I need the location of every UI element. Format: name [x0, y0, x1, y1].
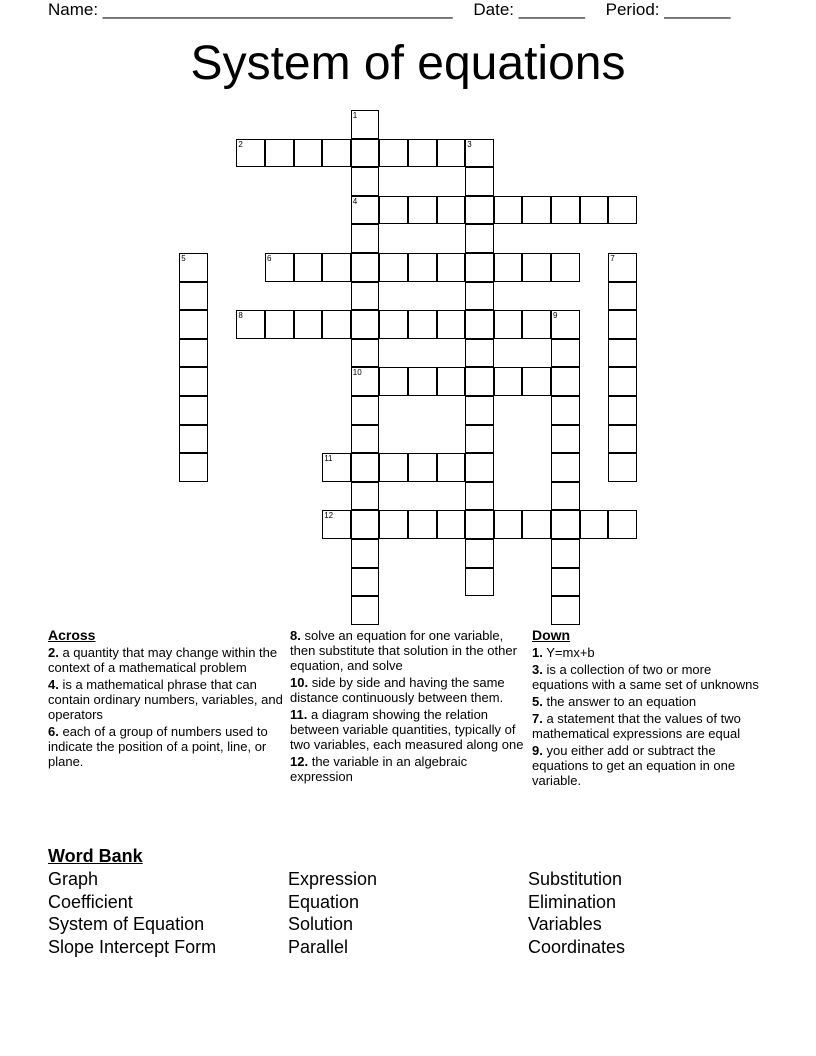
clue-number: 5.: [532, 694, 543, 709]
clue-text: is a mathematical phrase that can contain ordinary numbers, variables, and operators: [48, 677, 283, 722]
crossword-cell[interactable]: [408, 510, 437, 539]
crossword-cell[interactable]: [465, 196, 494, 225]
crossword-cell[interactable]: [465, 167, 494, 196]
clue-item: [532, 743, 768, 788]
crossword-cell[interactable]: [408, 139, 437, 168]
crossword-cell[interactable]: [179, 425, 208, 454]
crossword-cell[interactable]: [408, 310, 437, 339]
clue-number: 2: [238, 139, 243, 149]
clue-text: is a collection of two or more equations with a same set of unknowns: [532, 662, 759, 692]
clue-item: [532, 694, 768, 709]
word-bank-col-1: [48, 868, 216, 958]
clue-number: 6: [267, 254, 272, 263]
crossword-cell[interactable]: [608, 510, 637, 539]
clue-number: 7: [610, 254, 615, 263]
crossword-cell[interactable]: [465, 425, 494, 454]
crossword-cell[interactable]: [494, 367, 523, 396]
clue-number: 10: [352, 368, 362, 378]
crossword-cell[interactable]: [379, 453, 408, 482]
crossword-cell[interactable]: [179, 339, 208, 368]
crossword-cell[interactable]: [351, 596, 380, 625]
word-bank-item: System of Equation: [48, 914, 205, 935]
clue-number: 7.: [532, 711, 543, 726]
crossword-cell[interactable]: [351, 339, 380, 368]
word-bank-item: Coordinates: [528, 936, 626, 957]
crossword-cell[interactable]: [351, 453, 380, 482]
crossword-cell[interactable]: [179, 396, 208, 425]
crossword-cell[interactable]: [179, 253, 208, 282]
word-bank-item: Expression: [288, 869, 378, 889]
crossword-cell[interactable]: [236, 139, 265, 168]
crossword-cell[interactable]: [294, 253, 323, 282]
word-bank-item: Substitution: [528, 869, 623, 889]
crossword-cell[interactable]: [465, 224, 494, 253]
clue-text: Y=mx+b: [546, 645, 595, 660]
crossword-cell[interactable]: [465, 396, 494, 425]
name-field[interactable]: Name: _____________________________________: [48, 0, 453, 19]
crossword-cell[interactable]: [608, 367, 637, 396]
crossword-cell[interactable]: [465, 339, 494, 368]
crossword-cell[interactable]: [351, 224, 380, 253]
clue-number: 9: [553, 311, 558, 321]
crossword-cell[interactable]: [351, 396, 380, 425]
word-bank-item: Parallel: [288, 936, 349, 957]
crossword-cell[interactable]: [379, 253, 408, 282]
crossword-cell[interactable]: [608, 339, 637, 368]
clue-text: the answer to an equation: [546, 694, 697, 709]
crossword-cell[interactable]: [322, 453, 351, 482]
clue-number: 3: [467, 139, 472, 149]
crossword-cell[interactable]: [494, 196, 523, 225]
clue-item: [290, 707, 526, 752]
crossword-cell[interactable]: [551, 568, 580, 597]
crossword-cell[interactable]: [465, 139, 494, 168]
clue-number: 11: [324, 454, 333, 464]
crossword-cell[interactable]: [351, 482, 380, 511]
crossword-cell[interactable]: [351, 539, 380, 568]
crossword-cell[interactable]: [522, 310, 551, 339]
clue-text: you either add or subtract the equations to get an equation in one variable.: [532, 743, 736, 788]
crossword-cell[interactable]: [294, 310, 323, 339]
crossword-cell[interactable]: [608, 310, 637, 339]
crossword-cell[interactable]: [551, 425, 580, 454]
crossword-cell[interactable]: [351, 167, 380, 196]
crossword-cell[interactable]: [351, 425, 380, 454]
crossword-cell[interactable]: [551, 482, 580, 511]
crossword-cell[interactable]: [408, 253, 437, 282]
crossword-cell[interactable]: [437, 310, 466, 339]
crossword-cell[interactable]: [580, 196, 609, 225]
crossword-cell[interactable]: [551, 453, 580, 482]
word-bank-item: Coefficient: [48, 891, 133, 912]
clue-item: [48, 677, 284, 722]
clue-item: [48, 645, 284, 675]
crossword-cell[interactable]: [265, 253, 294, 282]
crossword-cell[interactable]: [551, 196, 580, 225]
crossword-cell[interactable]: [551, 396, 580, 425]
crossword-cell[interactable]: [179, 453, 208, 482]
crossword-cell[interactable]: [437, 367, 466, 396]
clue-text: each of a group of numbers used to indicate the position of a point, line, or plane.: [48, 724, 268, 769]
crossword-cell[interactable]: [322, 510, 351, 539]
crossword-cell[interactable]: [437, 196, 466, 225]
crossword-cell[interactable]: [465, 568, 494, 597]
clue-number: 11.: [290, 707, 308, 722]
down-heading: Down: [532, 627, 571, 643]
clue-number: 1: [352, 111, 358, 120]
crossword-cell[interactable]: [379, 310, 408, 339]
across-heading: Across: [48, 627, 96, 643]
crossword-cell[interactable]: [437, 453, 466, 482]
crossword-cell[interactable]: [608, 196, 637, 225]
crossword-cell[interactable]: [351, 568, 380, 597]
crossword-cell[interactable]: [294, 139, 323, 168]
crossword-cell[interactable]: [465, 367, 494, 396]
clue-text: a quantity that may change within the context of a mathematical problem: [48, 645, 278, 675]
crossword-cell[interactable]: [408, 453, 437, 482]
clue-text: a statement that the values of two mathematical expressions are equal: [532, 711, 741, 741]
word-bank-item: Variables: [528, 914, 602, 935]
crossword-cell[interactable]: [608, 453, 637, 482]
clue-item: [290, 628, 526, 673]
crossword-cell[interactable]: [522, 367, 551, 396]
word-bank-item: Elimination: [528, 891, 617, 912]
crossword-cell[interactable]: [494, 310, 523, 339]
clue-item: [532, 711, 768, 741]
crossword-cell[interactable]: [465, 253, 494, 282]
down-clues: [532, 628, 768, 790]
crossword-cell[interactable]: [437, 253, 466, 282]
clue-number: 4: [352, 196, 358, 206]
crossword-cell[interactable]: [351, 196, 380, 225]
crossword-cell[interactable]: [351, 282, 380, 311]
crossword-cell[interactable]: [465, 510, 494, 539]
crossword-cell[interactable]: [551, 367, 580, 396]
crossword-cell[interactable]: [522, 510, 551, 539]
period-field[interactable]: Period: _______: [605, 0, 731, 19]
clue-number: 4.: [48, 677, 59, 692]
crossword-cell[interactable]: [408, 367, 437, 396]
crossword-cell[interactable]: [179, 310, 208, 339]
clue-number: 2.: [48, 645, 59, 660]
crossword-cell[interactable]: [437, 139, 466, 168]
word-bank-item: Equation: [288, 891, 360, 912]
across-clues-col1: [48, 628, 284, 771]
clue-number: 10.: [290, 675, 309, 690]
crossword-cell[interactable]: [179, 367, 208, 396]
clue-text: a diagram showing the relation between variable quantities, typically of two variables, each measured along one: [290, 707, 524, 752]
crossword-cell[interactable]: [465, 310, 494, 339]
across-clues-col2: [290, 628, 526, 786]
crossword-cell[interactable]: [608, 425, 637, 454]
crossword-cell[interactable]: [465, 282, 494, 311]
word-bank-item: Slope Intercept Form: [48, 936, 217, 957]
crossword-cell[interactable]: [551, 339, 580, 368]
crossword-cell[interactable]: [379, 367, 408, 396]
crossword-cell[interactable]: [608, 253, 637, 282]
crossword-cell[interactable]: [608, 282, 637, 311]
clue-number: 6.: [48, 724, 59, 739]
crossword-cell[interactable]: [551, 596, 580, 625]
clue-number: 12.: [290, 754, 309, 769]
crossword-cell[interactable]: [322, 139, 351, 168]
word-bank-title: Word Bank: [48, 846, 143, 866]
clue-item: [532, 662, 768, 692]
crossword-cell[interactable]: [551, 253, 580, 282]
clue-item: [532, 645, 768, 660]
clue-text: side by side and having the same distance continuously between them.: [290, 675, 505, 705]
crossword-cell[interactable]: [551, 539, 580, 568]
clue-text: the variable in an algebraic expression: [290, 754, 468, 784]
crossword-cell[interactable]: [608, 396, 637, 425]
crossword-cell[interactable]: [465, 539, 494, 568]
crossword-cell[interactable]: [351, 253, 380, 282]
crossword-cell[interactable]: [322, 253, 351, 282]
clue-number: 8.: [290, 628, 301, 643]
clue-number: 12: [324, 511, 334, 521]
clue-number: 8: [238, 311, 243, 321]
clue-number: 1.: [532, 645, 543, 660]
word-bank-item: Graph: [48, 869, 99, 889]
crossword-cell[interactable]: [351, 510, 380, 539]
crossword-cell[interactable]: [351, 367, 380, 396]
word-bank-col-3: [528, 868, 625, 958]
crossword-cell[interactable]: [351, 310, 380, 339]
crossword-cell[interactable]: [522, 196, 551, 225]
crossword-cell[interactable]: [465, 453, 494, 482]
clue-number: 5: [181, 254, 186, 263]
word-bank-col-2: [288, 868, 377, 958]
crossword-cell[interactable]: [494, 253, 523, 282]
crossword-cell[interactable]: [551, 510, 580, 539]
crossword-cell[interactable]: [522, 253, 551, 282]
page-title: System of equations: [190, 37, 626, 90]
crossword-cell[interactable]: [494, 510, 523, 539]
crossword-cell[interactable]: [322, 310, 351, 339]
clue-item: [290, 675, 526, 705]
crossword-cell[interactable]: [351, 139, 380, 168]
crossword-cell[interactable]: [236, 310, 265, 339]
crossword-cell[interactable]: [551, 310, 580, 339]
crossword-cell[interactable]: [379, 196, 408, 225]
date-field[interactable]: Date: _______: [473, 0, 585, 19]
crossword-cell[interactable]: [265, 310, 294, 339]
clue-number: 3.: [532, 662, 543, 677]
crossword-cell[interactable]: [179, 282, 208, 311]
clue-number: 9.: [532, 743, 543, 758]
crossword-cell[interactable]: [465, 482, 494, 511]
word-bank-item: Solution: [288, 914, 354, 935]
clue-item: [290, 754, 526, 784]
crossword-cell[interactable]: [351, 110, 380, 139]
crossword-cell[interactable]: [379, 139, 408, 168]
crossword-cell[interactable]: [437, 510, 466, 539]
crossword-cell[interactable]: [408, 196, 437, 225]
clue-item: [48, 724, 284, 769]
crossword-cell[interactable]: [379, 510, 408, 539]
clue-text: solve an equation for one variable, then substitute that solution in the other equation, and solve: [290, 628, 517, 673]
crossword-cell[interactable]: [580, 510, 609, 539]
crossword-cell[interactable]: [265, 139, 294, 168]
